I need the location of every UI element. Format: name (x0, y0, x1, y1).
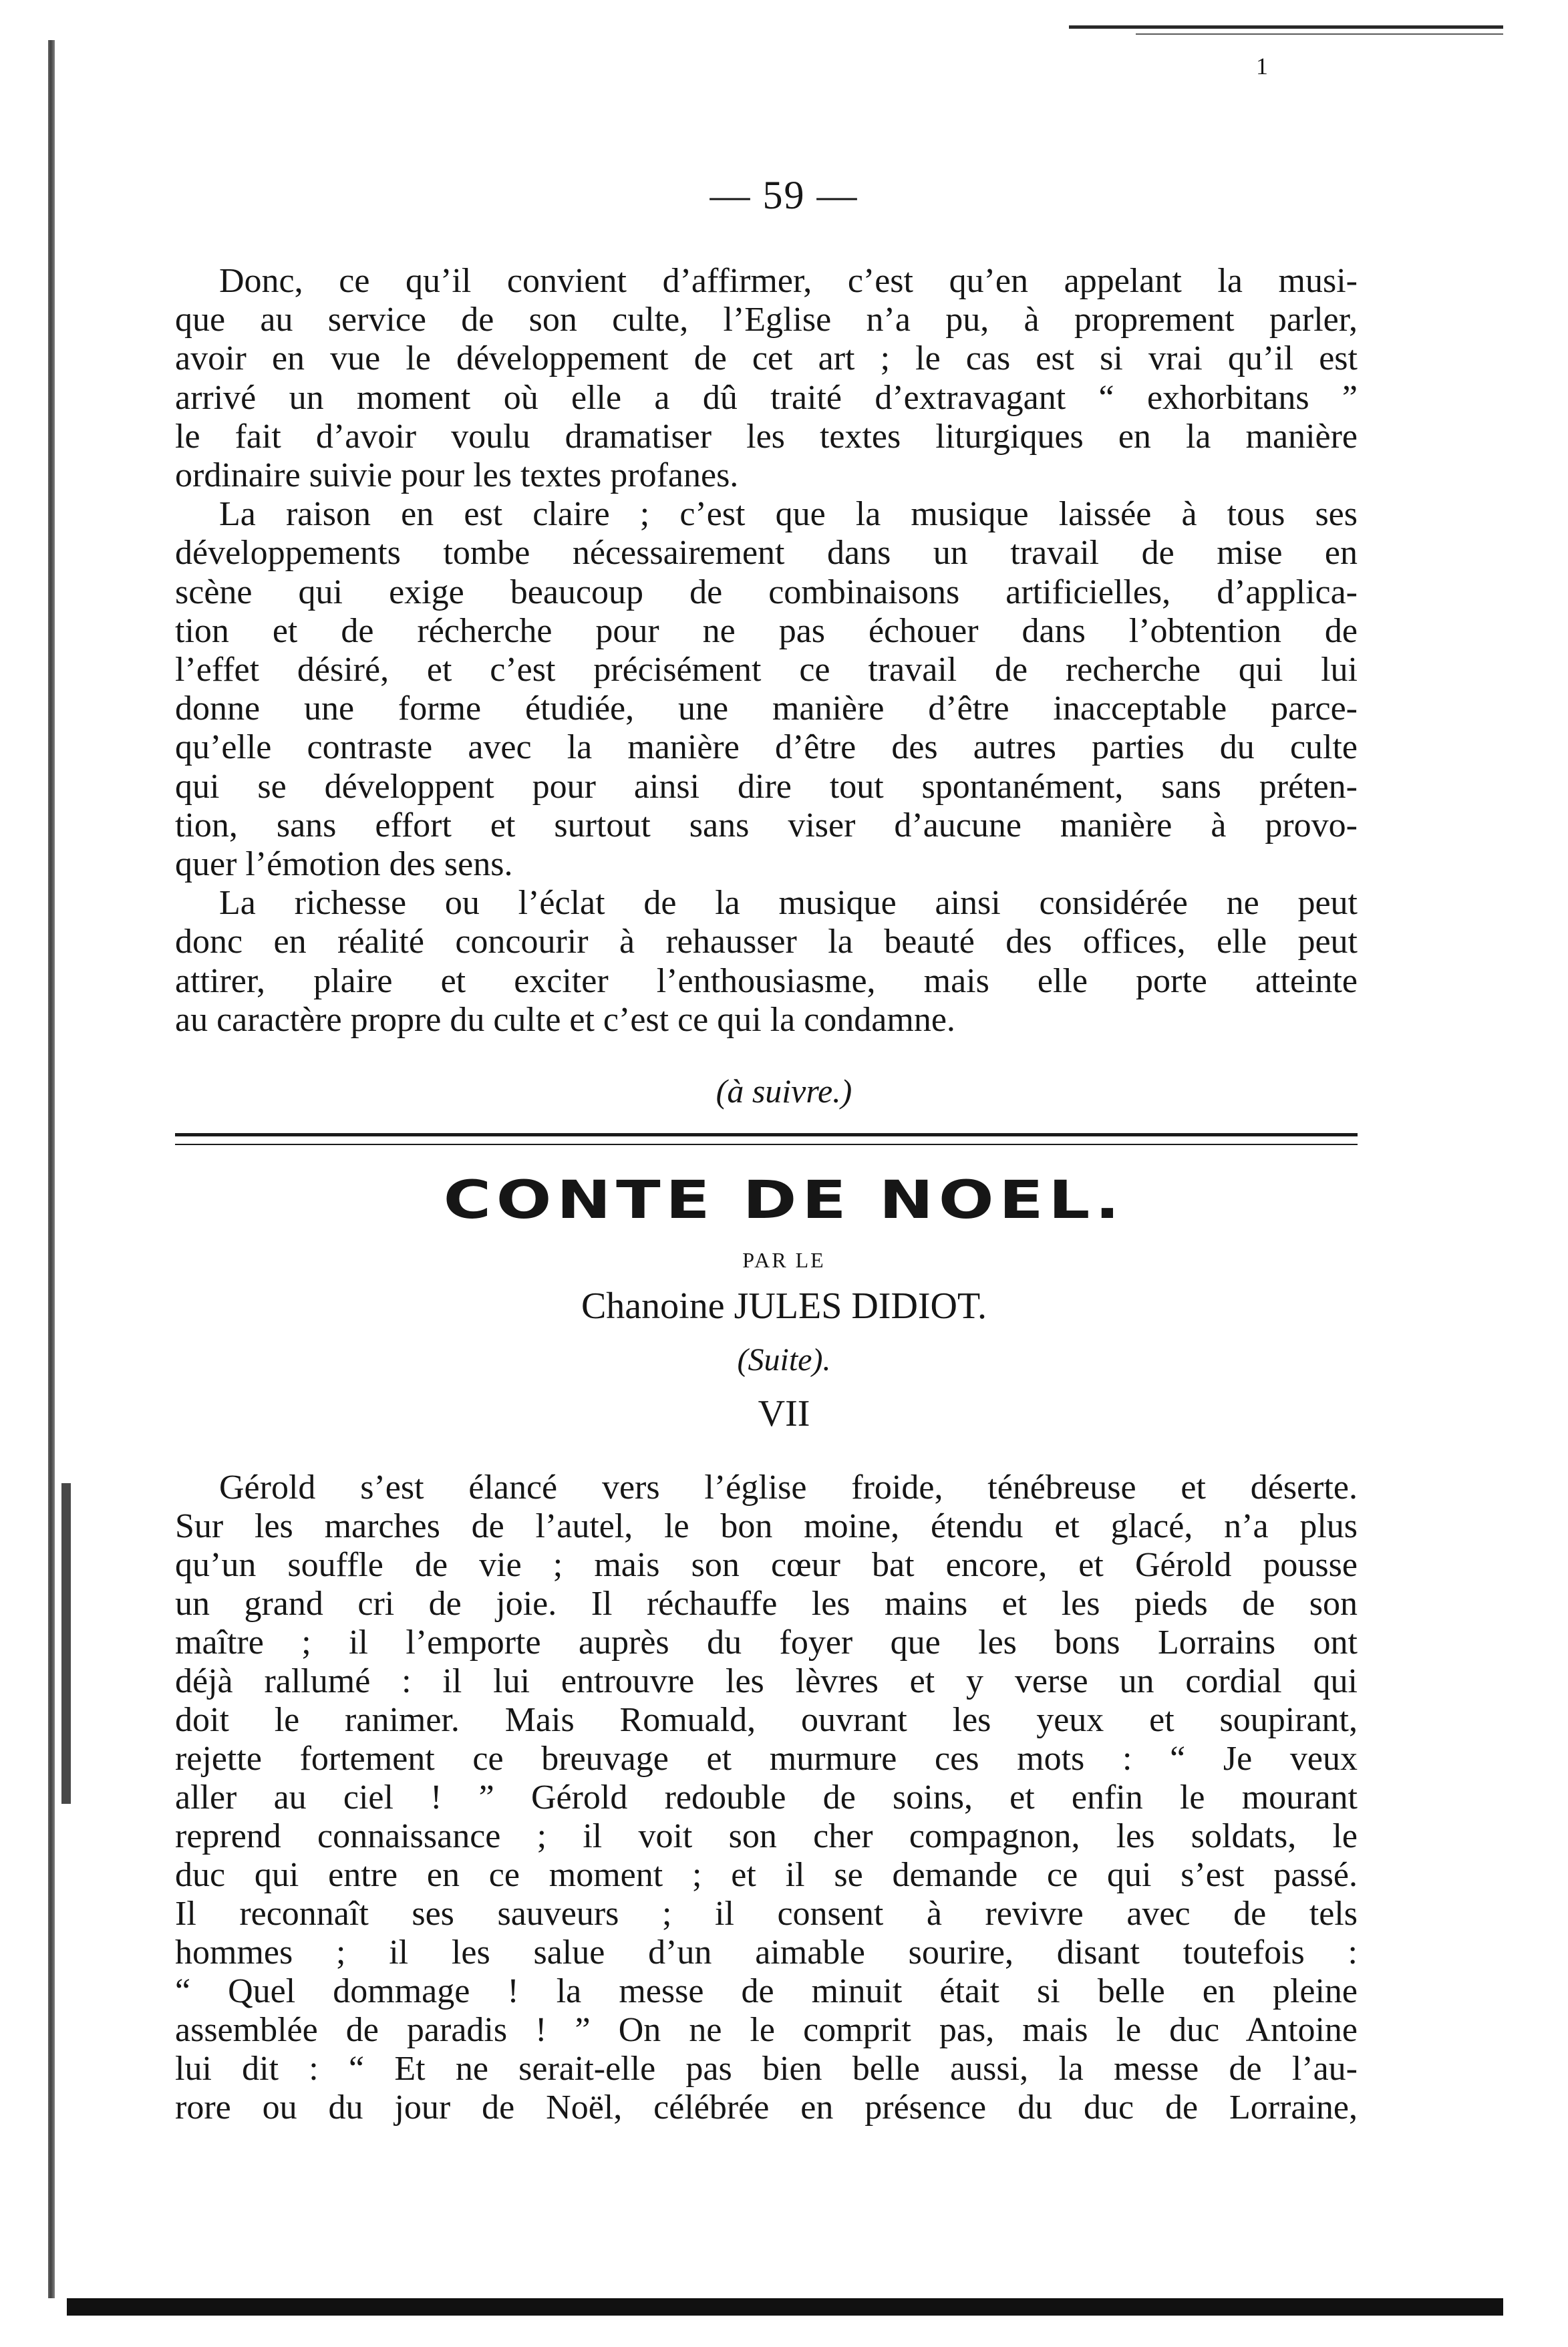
byline-label: PAR LE (742, 1248, 826, 1272)
text-line: rore ou du jour de Noël, célébrée en présence du duc de Lorraine, (175, 2088, 1358, 2127)
text-line: assemblée de paradis ! ” On ne le comprit pas, mais le duc Antoine (175, 2011, 1358, 2049)
section-divider-thick (175, 1133, 1358, 1136)
text-line: ordinaire suivie pour les textes profanes. (175, 456, 739, 495)
text-line: au caractère propre du culte et c’est ce qui la condamne. (175, 1000, 955, 1039)
text-line: que au service de son culte, l’Eglise n’a pu, à proprement parler, (175, 301, 1358, 339)
text-line: tion, sans effort et surtout sans viser d’aucune manière à provo- (175, 806, 1358, 844)
scan-left-edge-dark (61, 1483, 71, 1804)
text-line: un grand cri de joie. Il réchauffe les mains et les pieds de son (175, 1585, 1358, 1623)
text-line: reprend connaissance ; il voit son cher compagnon, les soldats, le (175, 1817, 1358, 1855)
text-line: maître ; il l’emporte auprès du foyer que les bons Lorrains ont (175, 1623, 1358, 1662)
text-line: quer l’émotion des sens. (175, 845, 513, 884)
continued-note: (Suite). (737, 1342, 831, 1378)
page-number: — 59 — (710, 173, 858, 217)
text-line: qu’elle contraste avec la manière d’être des autres parties du culte (175, 728, 1358, 767)
text-line: La raison en est claire ; c’est que la musique laissée à tous ses (219, 495, 1358, 534)
text-line: déjà rallumé : il lui entrouvre les lèvres et y verse un cordial qui (175, 1662, 1358, 1700)
scan-bottom-bar (67, 2298, 1503, 2316)
text-line: arrivé un moment où elle a dû traité d’extravagant “ exhorbitans ” (175, 378, 1358, 417)
text-line: Gérold s’est élancé vers l’église froide, ténébreuse et déserte. (219, 1468, 1358, 1507)
text-line: développements tombe nécessairement dans un travail de mise en (175, 534, 1358, 573)
text-line: aller au ciel ! ” Gérold redouble de soins, et enfin le mourant (175, 1778, 1358, 1817)
text-line: tion et de récherche pour ne pas échouer dans l’obtention de (175, 611, 1358, 650)
author-name: Chanoine JULES DIDIOT. (581, 1285, 987, 1327)
text-line: hommes ; il les salue d’un aimable sourire, disant toutefois : (175, 1933, 1358, 1972)
text-line: rejette fortement ce breuvage et murmure ces mots : “ Je veux (175, 1740, 1358, 1778)
scan-left-edge (48, 40, 55, 2298)
corner-mark: 1 (1256, 53, 1268, 80)
text-line: Donc, ce qu’il convient d’affirmer, c’est qu’en appelant la musi- (219, 262, 1358, 300)
text-line: doit le ranimer. Mais Romuald, ouvrant les yeux et soupirant, (175, 1701, 1358, 1739)
text-line: le fait d’avoir voulu dramatiser les textes liturgiques en la manière (175, 417, 1358, 456)
text-line: scène qui exige beaucoup de combinaisons artificielles, d’applica- (175, 573, 1358, 611)
text-line: l’effet désiré, et c’est précisément ce travail de recherche qui lui (175, 651, 1358, 689)
section-divider-thin (175, 1144, 1358, 1145)
to-follow-note: (à suivre.) (716, 1072, 852, 1110)
text-line: qui se développent pour ainsi dire tout spontanément, sans préten- (175, 767, 1358, 806)
essay-text (175, 262, 1358, 1040)
text-line: attirer, plaire et exciter l’enthousiasme, mais elle porte atteinte (175, 961, 1358, 1000)
text-line: Il reconnaît ses sauveurs ; il consent à revivre avec de tels (175, 1895, 1358, 1933)
text-line: donc en réalité concourir à rehausser la beauté des offices, elle peut (175, 923, 1358, 961)
chapter-number: VII (758, 1393, 810, 1434)
text-line: La richesse ou l’éclat de la musique ainsi considérée ne peut (219, 884, 1358, 923)
text-line: qu’un souffle de vie ; mais son cœur bat encore, et Gérold pousse (175, 1546, 1358, 1584)
text-line: “ Quel dommage ! la messe de minuit était si belle en pleine (175, 1972, 1358, 2010)
text-line: lui dit : “ Et ne serait-elle pas bien belle aussi, la messe de l’au- (175, 2050, 1358, 2088)
text-line: donne une forme étudiée, une manière d’être inacceptable parce- (175, 689, 1358, 728)
story-text (175, 1468, 1358, 2127)
scan-top-rule (1069, 25, 1503, 29)
text-line: Sur les marches de l’autel, le bon moine, étendu et glacé, n’a plus (175, 1507, 1358, 1545)
text-line: avoir en vue le développement de cet art ; le cas est si vrai qu’il est (175, 339, 1358, 378)
text-line: duc qui entre en ce moment ; et il se demande ce qui s’est passé. (175, 1856, 1358, 1894)
story-title: CONTE DE NOEL. (443, 1170, 1125, 1231)
scan-top-rule-thin (1136, 33, 1503, 35)
